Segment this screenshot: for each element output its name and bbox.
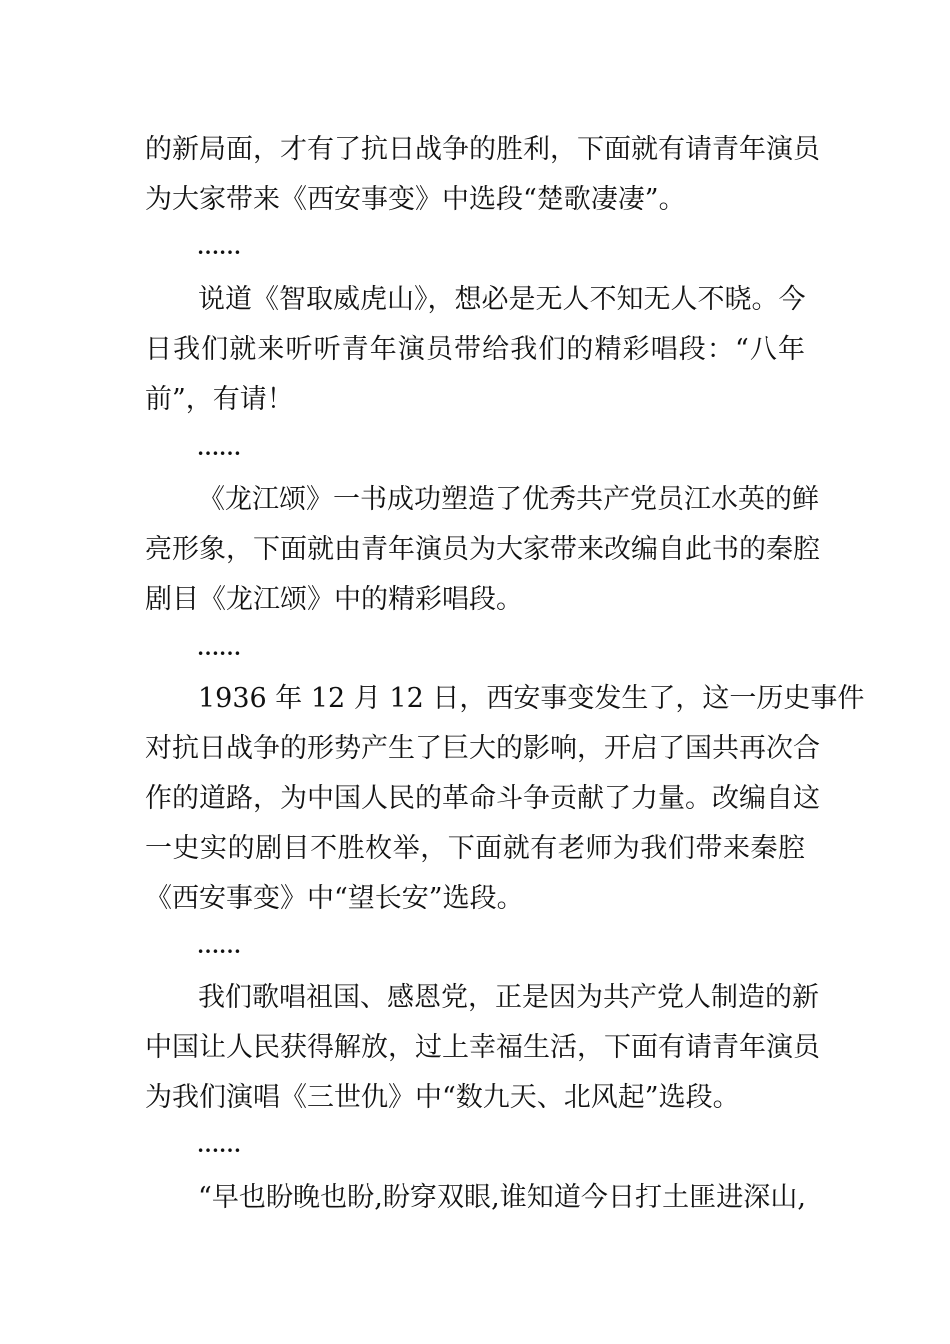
text-line: 1936 年 12 月 12 日，西安事变发生了，这一历史事件 xyxy=(198,683,865,714)
text-line: 前”，有请！ xyxy=(145,384,294,415)
ellipsis-separator: …… xyxy=(197,435,241,460)
text-line: 《西安事变》中“望长安”选段。 xyxy=(145,883,524,914)
text-line: “早也盼晚也盼,盼穿双眼,谁知道今日打土匪进深山, xyxy=(198,1182,806,1213)
text-line: 作的道路，为中国人民的革命斗争贡献了力量。改编自这 xyxy=(145,783,820,814)
text-line: 我们歌唱祖国、感恩党，正是因为共产党人制造的新 xyxy=(198,982,819,1013)
text-line: 剧目《龙江颂》中的精彩唱段。 xyxy=(145,584,523,615)
ellipsis-separator: …… xyxy=(197,234,241,259)
text-line: 说道《智取威虎山》，想必是无人不知无人不晓。今 xyxy=(198,284,806,315)
text-line: 为我们演唱《三世仇》中“数九天、北风起”选段。 xyxy=(145,1082,740,1113)
text-line: 中国让人民获得解放，过上幸福生活，下面有请青年演员 xyxy=(145,1032,820,1063)
ellipsis-separator: …… xyxy=(197,635,241,660)
text-line: 对抗日战争的形势产生了巨大的影响，开启了国共再次合 xyxy=(145,733,820,764)
ellipsis-separator: …… xyxy=(197,933,241,958)
text-line: 一史实的剧目不胜枚举，下面就有老师为我们带来秦腔 xyxy=(145,833,805,864)
text-line: 亮形象，下面就由青年演员为大家带来改编自此书的秦腔 xyxy=(145,534,820,565)
text-line: 的新局面，才有了抗日战争的胜利，下面就有请青年演员 xyxy=(145,134,820,165)
text-line: 为大家带来《西安事变》中选段“楚歌凄凄”。 xyxy=(145,184,686,215)
text-line: 日我们就来听听青年演员带给我们的精彩唱段：“八年 xyxy=(145,334,805,365)
ellipsis-separator: …… xyxy=(197,1132,241,1157)
text-line: 《龙江颂》一书成功塑造了优秀共产党员江水英的鲜 xyxy=(198,484,819,515)
